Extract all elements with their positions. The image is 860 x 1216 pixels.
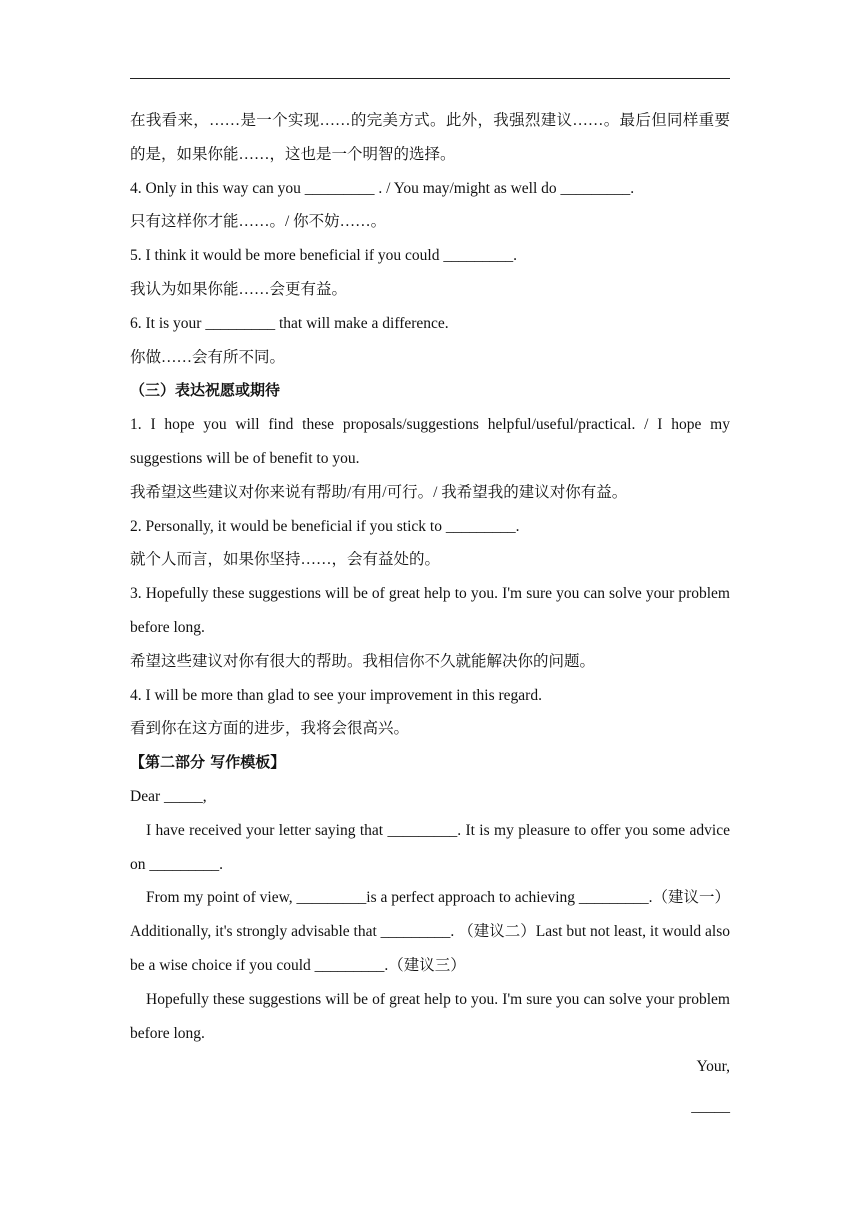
letter-paragraph-2: From my point of view, _________is a perfect approach to achieving _________.（建议一）Additionally, it's strongly advisable that _________. （建议二）Last but not least, it would also be a wise choice if you could _________.（建议三）: [130, 889, 731, 974]
phrase-6-en: 6. It is your _________ that will make a difference.: [130, 314, 449, 332]
wish-1-en: 1. I hope you will find these proposals/suggestions helpful/useful/practical. / I hope my suggestions will be of benefit to you.: [130, 416, 730, 467]
section-heading-template: 【第二部分 写作模板】: [130, 753, 286, 772]
letter-paragraph-3: Hopefully these suggestions will be of great help to you. I'm sure you can solve your problem before long.: [130, 990, 730, 1042]
wish-4-cn: 看到你在这方面的进步，我将会很高兴。: [130, 720, 410, 738]
header-rule: [130, 78, 730, 79]
phrase-4-en: 4. Only in this way can you _________ . / You may/might as well do _________.: [130, 179, 635, 197]
letter-closing: Your,: [696, 1058, 730, 1076]
letter-salutation: Dear _____,: [130, 787, 207, 805]
wish-1-cn: 我希望这些建议对你来说有帮助/有用/可行。/ 我希望我的建议对你有益。: [130, 483, 628, 501]
wish-4-en: 4. I will be more than glad to see your improvement in this regard.: [130, 686, 542, 704]
phrase-4-cn: 只有这样你才能……。/ 你不妨……。: [130, 213, 387, 231]
letter-signature: _____: [691, 1098, 730, 1116]
wish-2-cn: 就个人而言，如果你坚持……，会有益处的。: [130, 551, 441, 569]
document-body: [130, 104, 730, 1124]
paragraph-intro-cn: 在我看来，……是一个实现……的完美方式。此外，我强烈建议……。最后但同样重要的是，如果你能……，这也是一个明智的选择。: [130, 112, 730, 163]
phrase-5-en: 5. I think it would be more beneficial if you could _________.: [130, 247, 517, 265]
letter-paragraph-1: I have received your letter saying that _________. It is my pleasure to offer you some advice on _________.: [130, 821, 730, 873]
section-heading-wishes: （三）表达祝愿或期待: [130, 381, 281, 400]
phrase-6-cn: 你做……会有所不同。: [130, 348, 286, 366]
wish-3-cn: 希望这些建议对你有很大的帮助。我相信你不久就能解决你的问题。: [130, 652, 596, 670]
wish-3-en: 3. Hopefully these suggestions will be of great help to you. I'm sure you can solve your problem before long.: [130, 585, 730, 636]
phrase-5-cn: 我认为如果你能……会更有益。: [130, 280, 348, 298]
wish-2-en: 2. Personally, it would be beneficial if you stick to _________.: [130, 517, 520, 535]
